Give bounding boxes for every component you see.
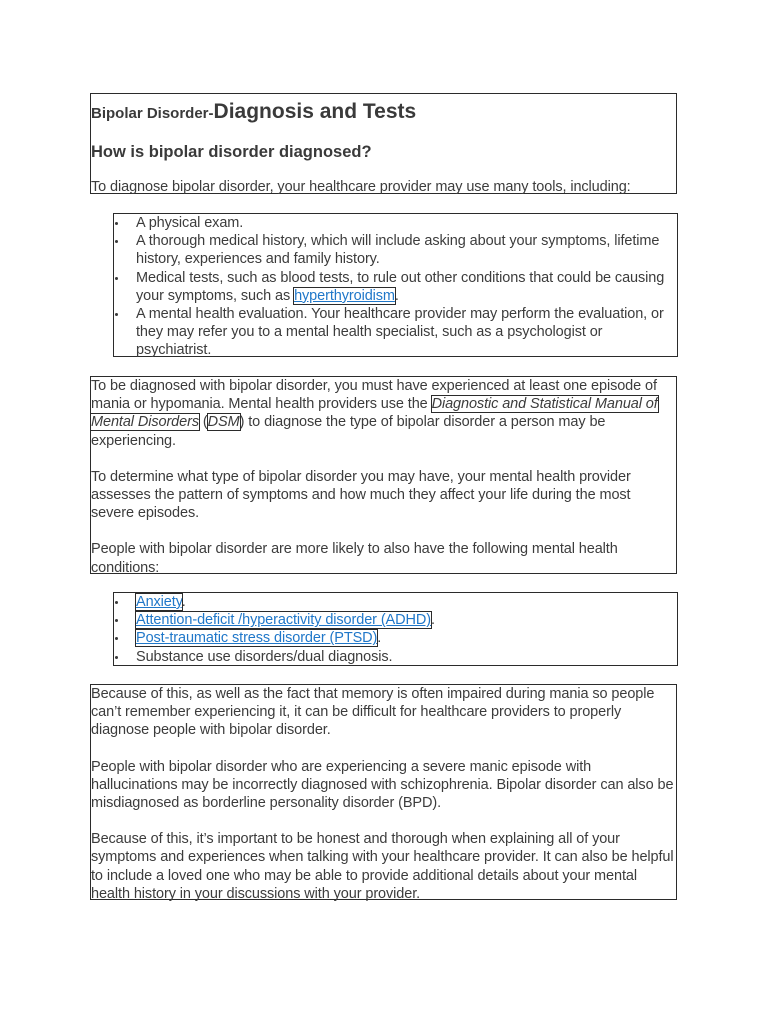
page-title [91, 94, 676, 127]
criteria-text: To be diagnosed with bipolar disorder, you must have experienced at least one episode of mania or hypomania. Mental health providers use the [91, 378, 657, 413]
dsm-reference: Diagnostic and Statistical Manual of Mental Disorders [91, 396, 658, 431]
list-item: A physical exam. [114, 214, 677, 232]
criteria-section [90, 376, 677, 574]
title-main: Diagnosis and Tests [213, 100, 417, 123]
criteria-text: ( [199, 414, 208, 431]
list-item [114, 269, 677, 305]
punctuation: . [430, 612, 435, 629]
schizophrenia-paragraph: People with bipolar disorder who are experiencing a severe manic episode with hallucinations may be incorrectly diagnosed with schizophrenia. Bipolar disorder can also be misdiagnosed as borderline personality disorder (BPD). [91, 758, 674, 812]
header-section [90, 93, 677, 194]
criteria-paragraph [91, 377, 676, 450]
tools-list [114, 214, 677, 360]
misdiagnosis-section [90, 684, 677, 900]
ptsd-link[interactable]: Post-traumatic stress disorder (PTSD) [136, 630, 378, 647]
list-item: Substance use disorders/dual diagnosis. [114, 648, 677, 666]
list-item: A mental health evaluation. Your healthcare provider may perform the evaluation, or they may refer you to a mental health specialist, such as a psychologist or psychiatrist. [114, 305, 677, 360]
intro-paragraph: To diagnose bipolar disorder, your healthcare provider may use many tools, including: [91, 179, 631, 195]
conditions-list [114, 593, 677, 666]
subheading: How is bipolar disorder diagnosed? [91, 143, 372, 161]
tools-list-section [113, 213, 678, 357]
criteria-text: ) to diagnose the type of bipolar disorder a person may be experiencing. [91, 414, 606, 449]
adhd-link[interactable]: Attention-deficit /hyperactivity disorder (ADHD) [136, 612, 431, 629]
hyperthyroidism-link[interactable]: hyperthyroidism [294, 287, 395, 304]
list-item [114, 593, 677, 611]
memory-paragraph: Because of this, as well as the fact that memory is often impaired during mania so people can’t remember experiencing it, it can be difficult for healthcare providers to properly diagnose people with bipolar disorder. [91, 686, 655, 739]
assessment-paragraph: To determine what type of bipolar disorder you may have, your mental health provider assesses the pattern of symptoms and how much they affect your life during the most severe episodes. [91, 468, 631, 522]
list-item: A thorough medical history, which will include asking about your symptoms, lifetime history, experiences and family history. [114, 232, 677, 268]
punctuation: . [181, 594, 186, 610]
comorbidity-paragraph: People with bipolar disorder are more likely to also have the following mental health conditions: [91, 541, 618, 576]
honesty-paragraph: Because of this, it’s important to be honest and thorough when explaining all of your symptoms and experiences when talking with your healthcare provider. It can also be helpful to include a loved one who may be able to provide additional details about your mental health history in your discussions with your provider. [91, 831, 674, 902]
list-item-text: Medical tests, such as blood tests, to rule out other conditions that could be causing your symptoms, such as [136, 269, 665, 304]
punctuation: . [377, 630, 382, 647]
list-item [114, 629, 677, 647]
conditions-list-section [113, 592, 678, 666]
title-prefix: Bipolar Disorder- [91, 105, 214, 122]
dsm-abbreviation: DSM [207, 414, 240, 431]
anxiety-link[interactable]: Anxiety [136, 594, 182, 610]
list-item [114, 611, 677, 629]
punctuation: . [394, 287, 399, 304]
